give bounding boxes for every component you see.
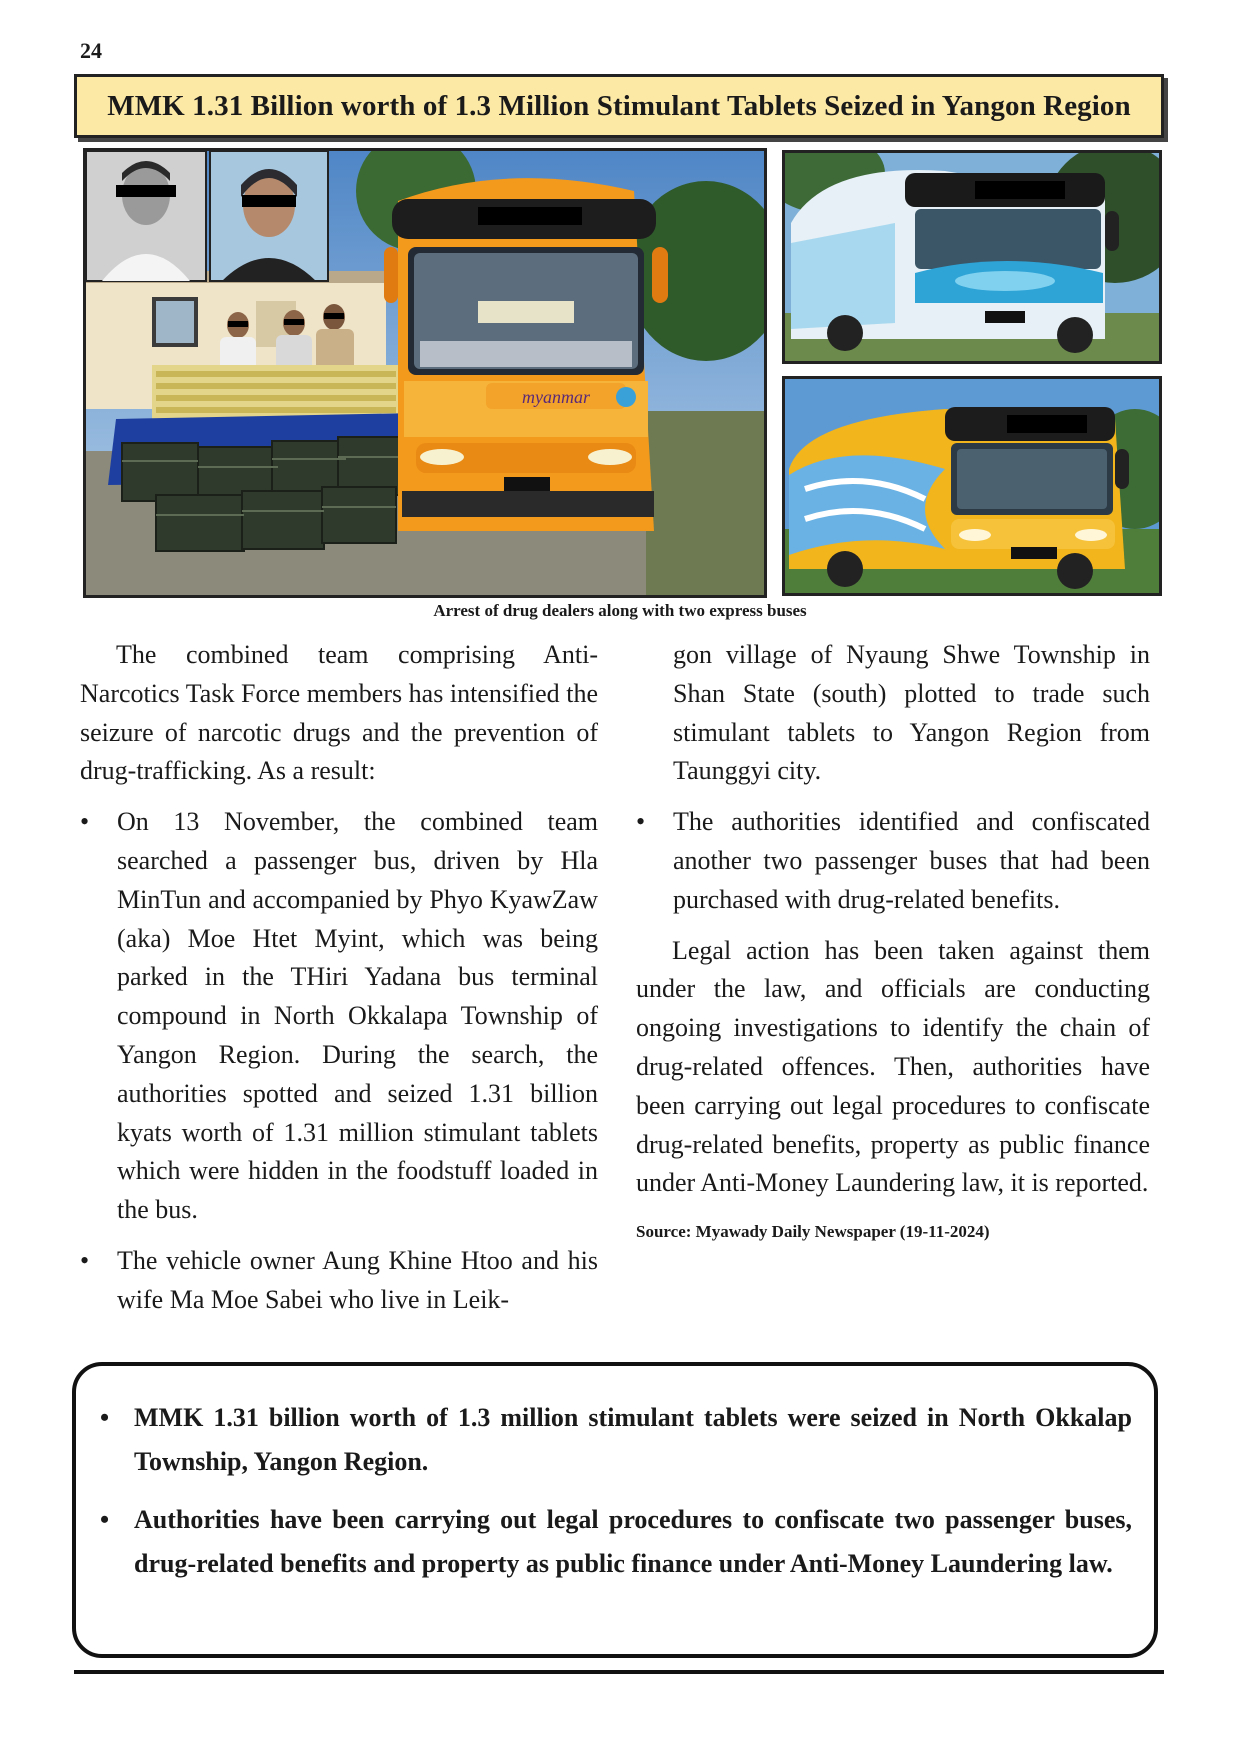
summary-text: MMK 1.31 billion worth of 1.3 million stimulant tablets were seized in North Okkalap Township, Yangon Region. — [134, 1403, 1132, 1476]
bus-photo-bottom — [782, 376, 1162, 596]
photo-caption: Arrest of drug dealers along with two express buses — [433, 601, 807, 620]
bullet-item — [80, 803, 598, 1230]
bullet-item — [636, 803, 1150, 919]
intro-paragraph: The combined team comprising Anti-Narcotics Task Force members has intensified the seizure of narcotic drugs and the prevention of drug-trafficking. As a result: — [80, 640, 598, 786]
bullet-dot: • — [80, 1245, 90, 1275]
bullet-dot: • — [80, 807, 90, 837]
bullet-item — [80, 1242, 598, 1320]
main-photo — [83, 148, 767, 598]
source-credit: Source: Myawady Daily Newspaper (19-11-2024) — [636, 1222, 990, 1242]
left-column — [80, 636, 598, 1320]
bullet-text: The vehicle owner Aung Khine Htoo and his wife Ma Moe Sabei who live in Leik- — [117, 1245, 598, 1314]
bullet-text: On 13 November, the combined team searched a passenger bus, driven by Hla MinTun and accompanied by Phyo KyawZaw (aka) Moe Htet Myint, which was being parked in the THiri Yadana bus terminal compound in North Okkalapa Township of Yangon Region. During the search, the authorities spotted and seized 1.31 billion kyats worth of 1.31 million stimulant tablets which were hidden in the foodstuff loaded in the bus. — [117, 807, 598, 1225]
headline: MMK 1.31 Billion worth of 1.3 Million Stimulant Tablets Seized in Yangon Region — [107, 89, 1131, 122]
bullet-continued-text: gon village of Nyaung Shwe Township in Shan State (south) plotted to trade such stimulant tablets to Yangon Region from Taunggyi city. — [673, 640, 1150, 786]
summary-box — [72, 1362, 1158, 1658]
summary-item — [94, 1498, 1132, 1586]
headline-banner — [74, 74, 1164, 138]
bus-photo-top — [782, 150, 1162, 364]
closing-paragraph: Legal action has been taken against them under the law, and officials are conducting ongoing investigations to identify the chain of drug-related offences. Then, authorities have been carrying out legal procedures to confiscate drug-related benefits, property as public finance under Anti-Money Laundering law, it is reported. — [636, 935, 1150, 1198]
summary-text: Authorities have been carrying out legal procedures to confiscate two passenger buses, drug-related benefits and property as public finance under Anti-Money Laundering law. — [134, 1505, 1132, 1578]
bullet-dot: • — [636, 807, 646, 837]
footer-rule — [74, 1670, 1164, 1674]
bullet-text: The authorities identified and confiscated another two passenger buses that had been purchased with drug-related benefits. — [673, 807, 1150, 914]
bullet-dot: • — [100, 1403, 110, 1432]
page-number: 24 — [80, 38, 102, 63]
right-column — [636, 636, 1150, 1243]
bus-logo-text: myanmar — [522, 387, 590, 407]
summary-item — [94, 1396, 1132, 1484]
bullet-dot: • — [100, 1505, 110, 1534]
